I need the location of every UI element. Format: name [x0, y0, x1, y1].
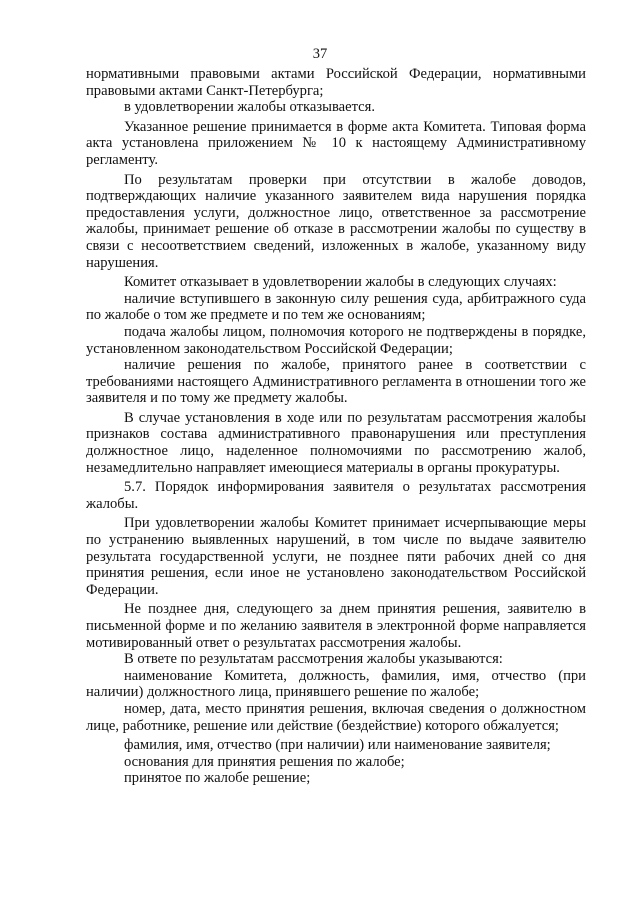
paragraph: Указанное решение принимается в форме акта Комитета. Типовая форма акта установлена приложением № 10 к настоящему Административному регламенту.: [86, 118, 586, 168]
paragraph: В случае установления в ходе или по результатам рассмотрения жалобы признаков состава административного правонарушения или преступления должностное лицо, наделенное полномочиями по рассмотрению жалоб, незамедлительно направляет имеющиеся материалы в органы прокуратуры.: [86, 409, 586, 476]
paragraph: наличие решения по жалобе, принятого ранее в соответствии с требованиями настоящего Административного регламента в отношении того же заявителя и по тому же предмету жалобы.: [86, 357, 586, 407]
list-item: принятое по жалобе решение;: [124, 770, 311, 787]
paragraph: в удовлетворении жалобы отказывается.: [124, 99, 376, 116]
list-item: основания для принятия решения по жалобе;: [124, 753, 405, 770]
paragraph: Комитет отказывает в удовлетворении жалобы в следующих случаях:: [124, 274, 557, 291]
page-number: 37: [312, 46, 328, 62]
section-heading: 5.7. Порядок информирования заявителя о результатах рассмотрения жалобы.: [86, 479, 586, 512]
document-body: [86, 66, 586, 787]
paragraph: Не позднее дня, следующего за днем принятия решения, заявителю в письменной форме и по желанию заявителя в электронной форме направляется мотивированный ответ о результатах рассмотрения жалобы.: [86, 601, 586, 651]
paragraph: По результатам проверки при отсутствии в жалобе доводов, подтверждающих наличие указанного заявителем вида нарушения порядка предоставления услуги, должностное лицо, ответственное за рассмотрение жалобы, принимает решение об отказе в рассмотрении жалобы по существу в связи с несоответствием сведений, изложенных в жалобе, указанному виду нарушения.: [86, 171, 586, 271]
paragraph: подача жалобы лицом, полномочия которого не подтверждены в порядке, установленном законодательством Российской Федерации;: [86, 323, 586, 357]
paragraph: При удовлетворении жалобы Комитет принимает исчерпывающие меры по устранению выявленных нарушений, в том числе по выдаче заявителю результата государственной услуги, не позднее пяти рабочих дней со дня принятия решения, если иное не установлено законодательством Российской Федерации.: [86, 515, 586, 598]
paragraph: В ответе по результатам рассмотрения жалобы указываются:: [124, 651, 503, 668]
paragraph: наличие вступившего в законную силу решения суда, арбитражного суда по жалобе о том же предмете и по тем же основаниям;: [86, 290, 586, 324]
list-item: фамилия, имя, отчество (при наличии) или наименование заявителя;: [124, 737, 551, 754]
paragraph: нормативными правовыми актами Российской Федерации, нормативными правовыми актами Санкт-Петербурга;: [86, 66, 586, 99]
list-item: номер, дата, место принятия решения, включая сведения о должностном лице, работнике, решение или действие (бездействие) которого обжалуется;: [86, 700, 586, 734]
list-item: наименование Комитета, должность, фамилия, имя, отчество (при наличии) должностного лица, принявшего решение по жалобе;: [86, 667, 586, 701]
